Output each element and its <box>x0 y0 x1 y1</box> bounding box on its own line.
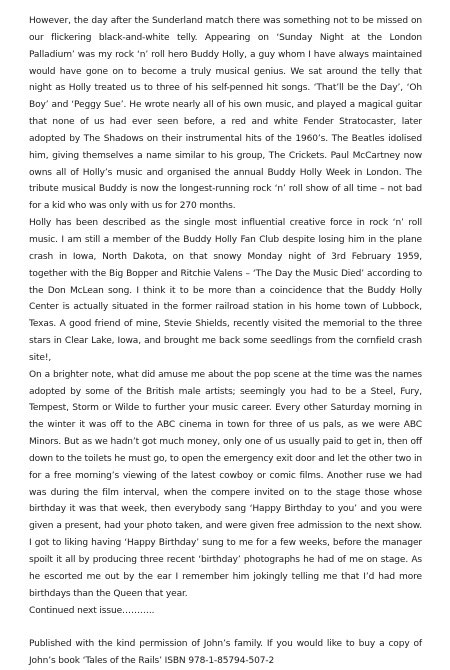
document-page <box>29 13 422 670</box>
publication-credit: Published with the kind permission of John’s family. If you would like to buy a copy of John’s book ‘Tales of the Rails’ ISBN 978-1-85794-507-2 <box>29 639 422 667</box>
paragraph-holly-plane-crash: Holly has been described as the single most influential creative force in rock ‘n’ roll music. I am still a member of the Buddy Holly Fan Club despite losing him in the plane crash in Iowa, North Dakota, on that snowy Monday night of 3rd February 1959, together with the Big Bopper and Ritchie Valens – ‘The Day the Music Died’ according to the Don McLean song. I think it to be more than a coincidence that the Buddy Holly Center is actually situated in the former railroad station in his home town of Lubbock, Texas. A good friend of mine, Stevie Shields, recently visited the memorial to the three stars in Clear Lake, Iowa, and brought me back some seedlings from the cornfield crash site!, <box>29 218 422 363</box>
continued-next-issue: Continued next issue……….. <box>29 605 155 616</box>
paragraph-buddy-holly-palladium: However, the day after the Sunderland match there was something not to be missed on our flickering black-and-white telly. Appearing on ‘Sunday Night at the London Palladium’ was my rock ‘n’ roll hero Buddy Holly, a guy whom I have always maintained would have gone on to become a truly musical genius. We sat around the telly that night as Holly treated us to three of his self-penned hit songs. ‘That’ll be the Day’, ‘Oh Boy’ and ‘Peggy Sue’. He wrote nearly all of his own music, and played a magical guitar that none of us had ever seen before, a red and white Fender Stratocaster, later adopted by The Shadows on their instrumental hits of the 1960’s. The Beatles idolised him, giving themselves a name similar to his group, The Crickets. Paul McCartney now owns all of Holly’s music and organised the annual Buddy Holly Week in London. The tribute musical Buddy is now the longest-running rock ‘n’ roll show of all time – not bad for a kid who was only with us for 270 months. <box>29 16 422 212</box>
paragraph-spacer <box>29 619 422 636</box>
paragraph-abc-minors-cinema: On a brighter note, what did amuse me about the pop scene at the time was the names adopted by some of the British male artists; seemingly you had to be a Steel, Fury, Tempest, Storm or Wilde to further your music career. Every other Saturday morning in the winter it was off to the ABC cinema in town for three of us pals, as we were ABC Minors. But as we hadn’t got much money, only one of us usually paid to get in, then off down to the toilets he must go, to open the emergency exit door and let the other two in for a free morning’s viewing of the latest cowboy or comic films. Another ruse we had was during the film interval, when the compere invited on to the stage those whose birthday it was that week, then everybody sang ‘Happy Birthday to you’ and you were given a present, had your photo taken, and were given free admission to the next show. I got to liking having ‘Happy Birthday’ sung to me for a few weeks, before the manager spoilt it all by producing three recent ‘birthday’ photographs he had of me on stage. As he escorted me out by the ear I remember him jokingly telling me that I’d had more birthdays than the Queen that year. <box>29 369 422 599</box>
